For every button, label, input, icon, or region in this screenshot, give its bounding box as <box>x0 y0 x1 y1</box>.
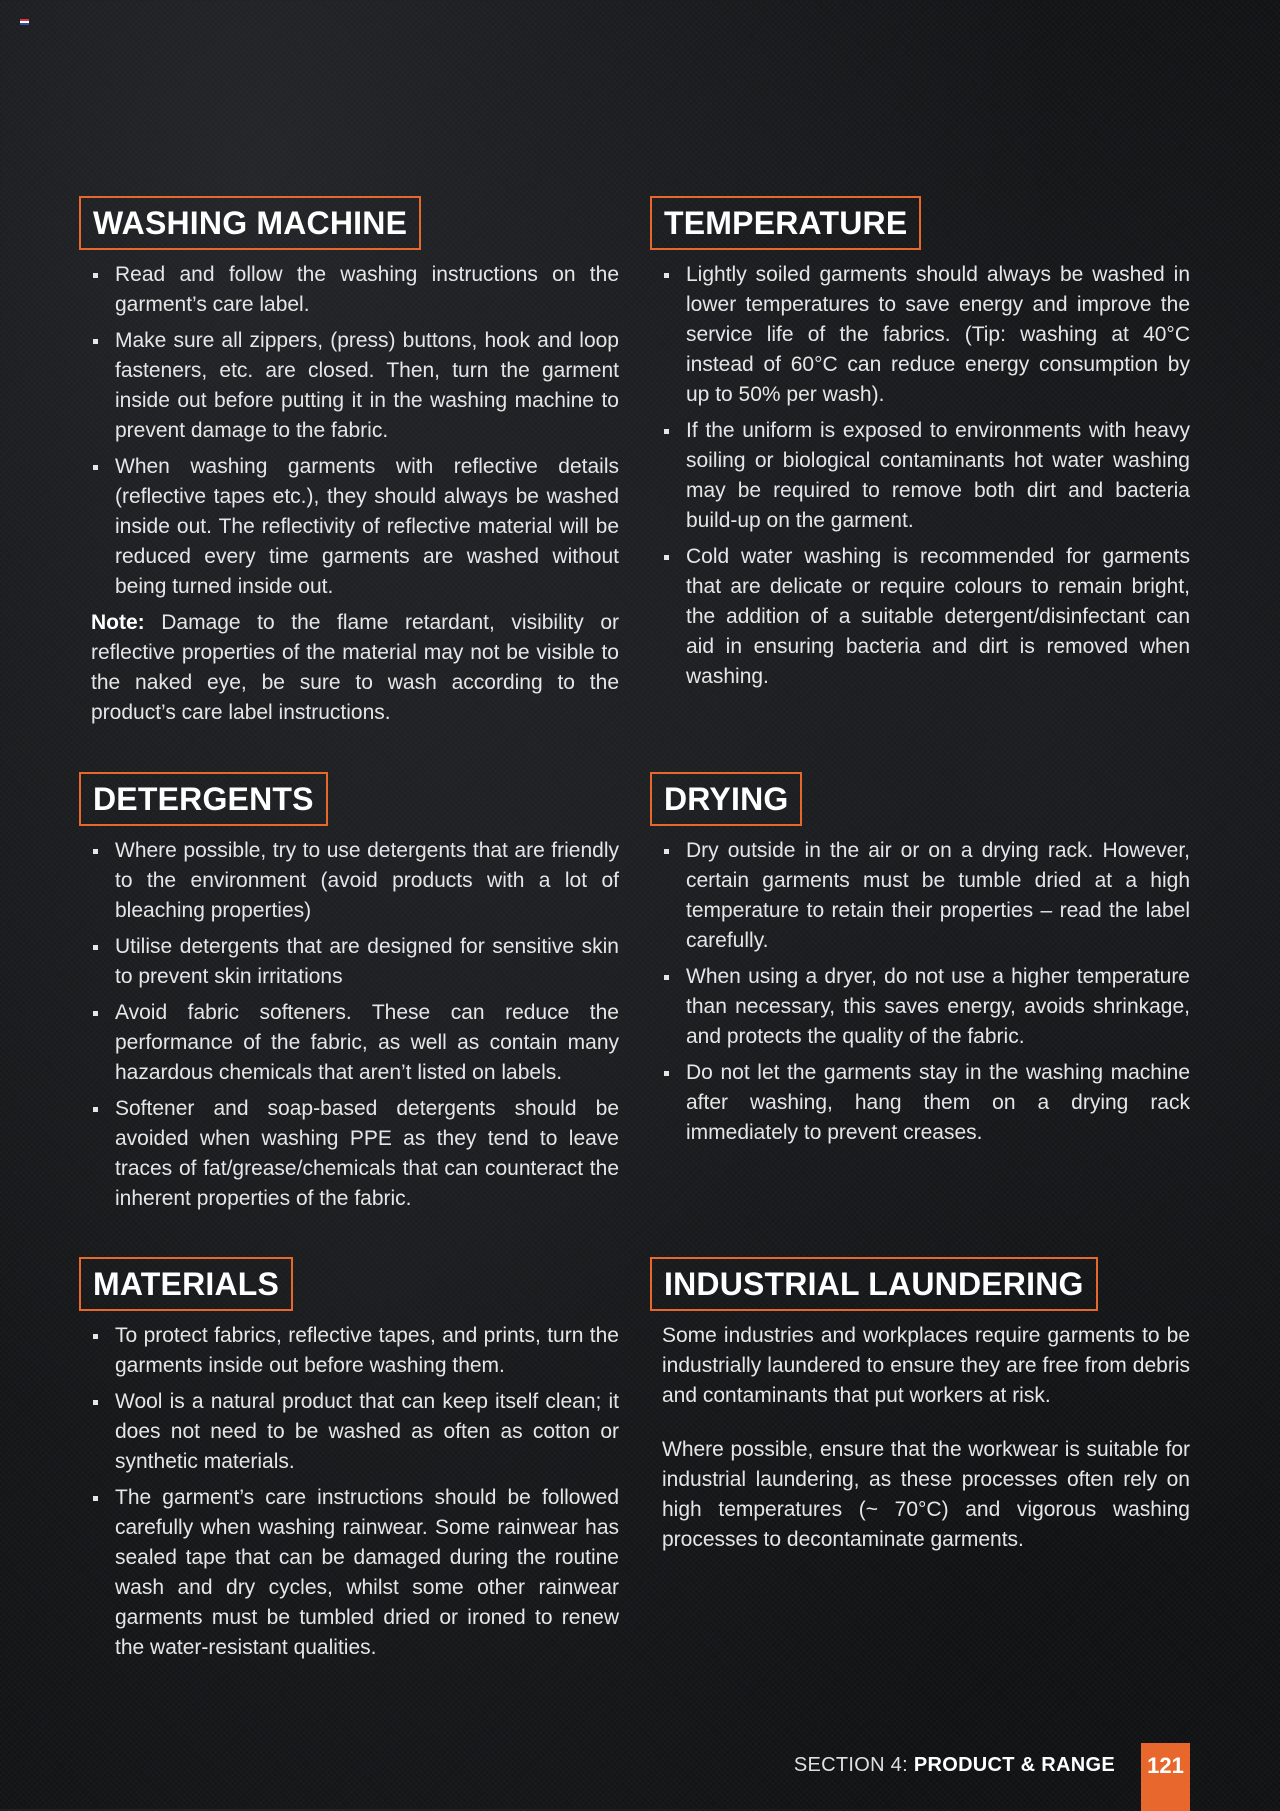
industrial-paragraph: Where possible, ensure that the workwear is suitable for industrial laundering, as these processes often rely on high temperatures (~ 70°C) and vigorous washing processes to decontaminate garments. <box>662 1438 1190 1551</box>
drying-section <box>650 772 1190 1154</box>
list-item: Utilise detergents that are designed for sensitive skin to prevent skin irritations <box>91 932 619 992</box>
industrial-paragraph: Some industries and workplaces require garments to be industrially laundered to ensure they are free from debris and contaminants that put workers at risk. <box>662 1324 1190 1407</box>
materials-heading: MATERIALS <box>79 1257 293 1311</box>
washing-machine-heading: WASHING MACHINE <box>79 196 421 250</box>
list-item: Do not let the garments stay in the washing machine after washing, hang them on a drying rack immediately to prevent creases. <box>662 1058 1190 1148</box>
washing-machine-section <box>79 196 619 728</box>
list-item: Lightly soiled garments should always be washed in lower temperatures to save energy and improve the service life of the fabrics. (Tip: washing at 40°C instead of 60°C can reduce energy consumption by up to 50% per wash). <box>662 260 1190 410</box>
detergents-heading: DETERGENTS <box>79 772 328 826</box>
list-item: Wool is a natural product that can keep itself clean; it does not need to be washed as often as cotton or synthetic materials. <box>91 1387 619 1477</box>
footer-section-name: PRODUCT & RANGE <box>913 1753 1115 1776</box>
temperature-list <box>662 260 1190 692</box>
materials-section <box>79 1257 619 1669</box>
drying-heading: DRYING <box>650 772 802 826</box>
detergents-list <box>91 836 619 1214</box>
note-text: Damage to the flame retardant, visibility or reflective properties of the material may not be visible to the naked eye, be sure to wash according to the product’s care label instructions. <box>91 611 619 724</box>
industrial-laundering-heading: INDUSTRIAL LAUNDERING <box>650 1257 1098 1311</box>
list-item: Where possible, try to use detergents that are friendly to the environment (avoid products with a lot of bleaching properties) <box>91 836 619 926</box>
washing-machine-list <box>91 260 619 602</box>
note-label: Note: <box>91 611 145 634</box>
list-item: Make sure all zippers, (press) buttons, hook and loop fasteners, etc. are closed. Then, turn the garment inside out before putting it in the washing machine to prevent damage to the fabric. <box>91 326 619 446</box>
list-item: If the uniform is exposed to environments with heavy soiling or biological contaminants hot water washing may be required to remove both dirt and bacteria build-up on the garment. <box>662 416 1190 536</box>
industrial-laundering-section <box>650 1257 1190 1555</box>
list-item: The garment’s care instructions should be followed carefully when washing rainwear. Some rainwear has sealed tape that can be damaged during the routine wash and dry cycles, whilst some other rainwear garments must be tumbled dried or ironed to renew the water-resistant qualities. <box>91 1483 619 1663</box>
temperature-heading: TEMPERATURE <box>650 196 921 250</box>
list-item: Avoid fabric softeners. These can reduce the performance of the fabric, as well as contain many hazardous chemicals that aren’t listed on labels. <box>91 998 619 1088</box>
list-item: When using a dryer, do not use a higher temperature than necessary, this saves energy, avoids shrinkage, and protects the quality of the fabric. <box>662 962 1190 1052</box>
drying-list <box>662 836 1190 1148</box>
page-number: 121 <box>1141 1743 1190 1811</box>
list-item: Read and follow the washing instructions on the garment’s care label. <box>91 260 619 320</box>
materials-list <box>91 1321 619 1663</box>
washing-note <box>91 608 619 728</box>
list-item: Cold water washing is recommended for garments that are delicate or require colours to remain bright, the addition of a suitable detergent/disinfectant can aid in ensuring bacteria and dirt is removed when washing. <box>662 542 1190 692</box>
temperature-section <box>650 196 1190 698</box>
page-footer <box>794 1743 1190 1787</box>
list-item: When washing garments with reflective details (reflective tapes etc.), they should always be washed inside out. The reflectivity of reflective material will be reduced every time garments are washed without being turned inside out. <box>91 452 619 602</box>
list-item: Softener and soap-based detergents should be avoided when washing PPE as they tend to leave traces of fat/grease/chemicals that can counteract the inherent properties of the fabric. <box>91 1094 619 1214</box>
list-item: Dry outside in the air or on a drying rack. However, certain garments must be tumble dried at a high temperature to retain their properties – read the label carefully. <box>662 836 1190 956</box>
flag-icon <box>20 19 29 26</box>
list-item: To protect fabrics, reflective tapes, and prints, turn the garments inside out before washing them. <box>91 1321 619 1381</box>
detergents-section <box>79 772 619 1220</box>
footer-section-prefix: SECTION 4: <box>793 1753 914 1776</box>
footer-section-label <box>794 1754 1115 1777</box>
